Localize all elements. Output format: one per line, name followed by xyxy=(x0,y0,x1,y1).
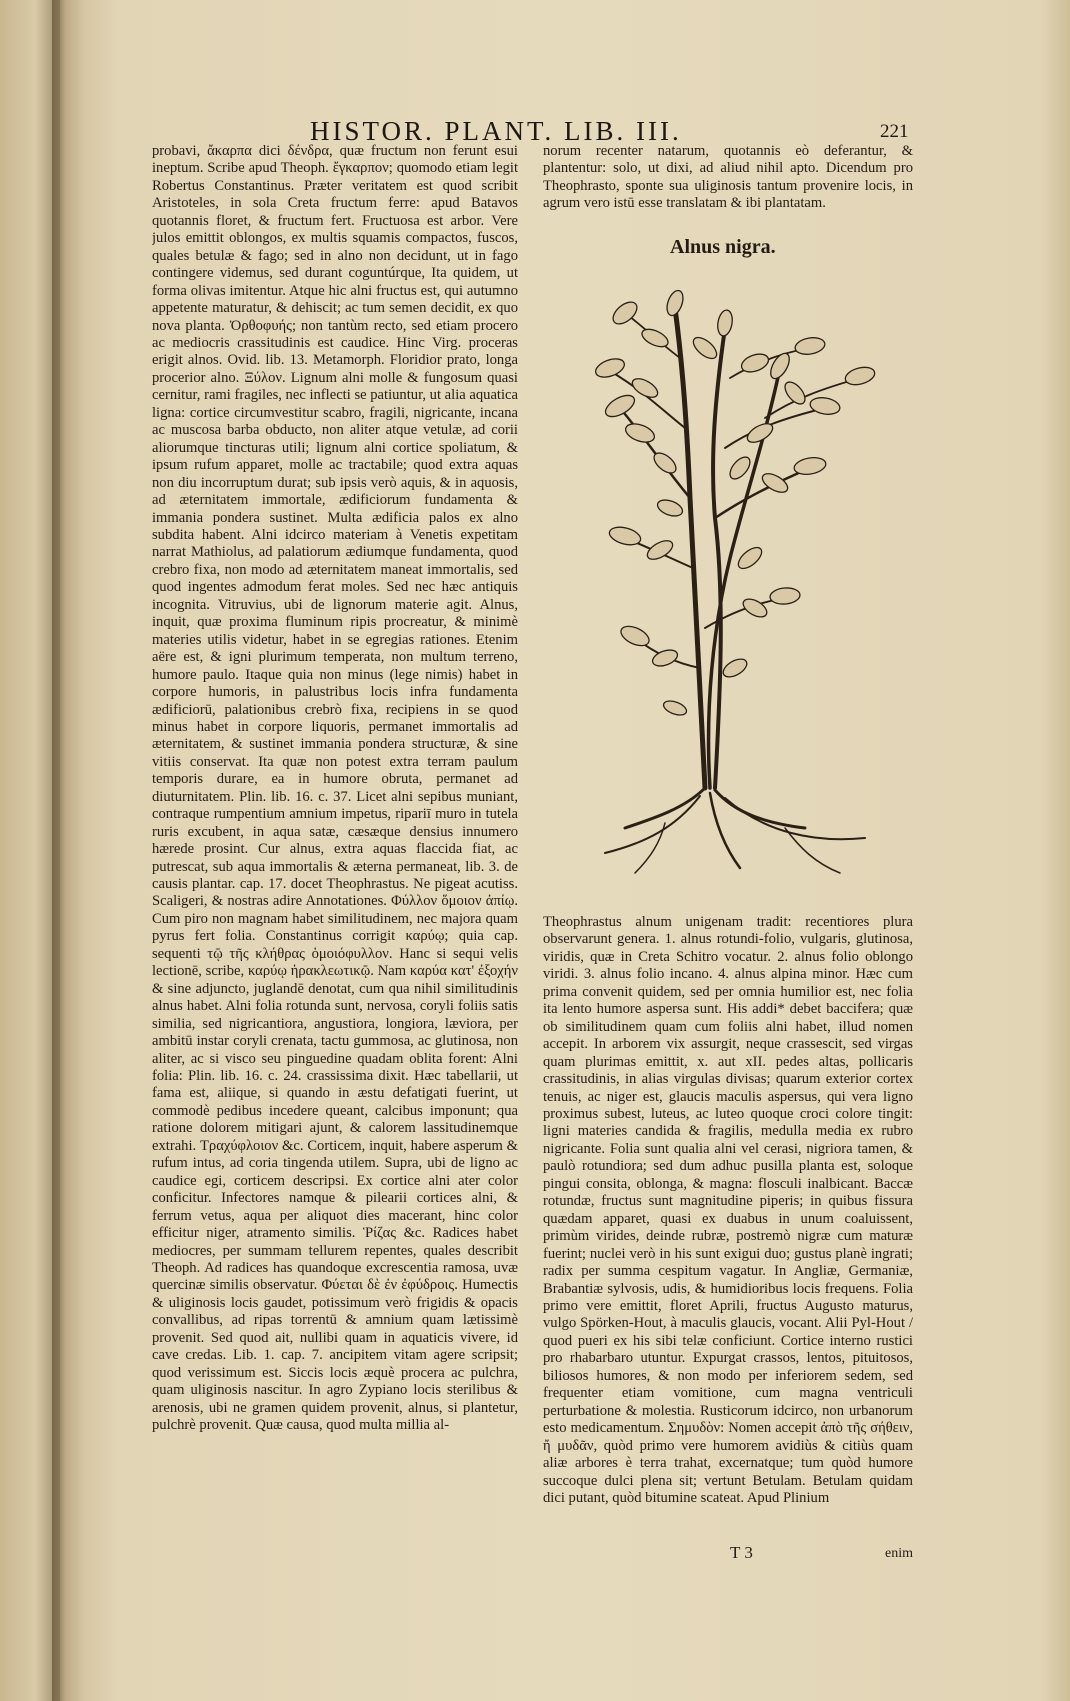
right-column-top xyxy=(543,143,913,213)
alnus-woodcut-illustration xyxy=(565,268,895,896)
catchword: enim xyxy=(885,1546,913,1561)
figure-title: Alnus nigra. xyxy=(670,236,776,258)
left-page-edge xyxy=(0,0,60,1701)
running-title: HISTOR. PLANT. LIB. III. xyxy=(310,116,682,146)
page-number: 221 xyxy=(880,121,909,142)
gutter-shadow xyxy=(52,0,66,1701)
right-column-top-text: norum recenter natarum, quotannis eò deferantur, & plantentur: solo, ut dixi, ad aliud nihil apto. Dicendum pro Theophrasto, sponte sua uliginosis tantum provenire locis, in agrum vero istū esse translatam & ibi plantatam. xyxy=(543,143,913,212)
left-column xyxy=(152,143,518,1543)
left-column-text: probavi, ἄκαρπα dici δένδρα, quæ fructum non ferunt esui ineptum. Scribe apud Theoph. ἔγκαρπον; quomodo etiam legit Robertus Constantinus. Præter veritatem est quod scribit Aristoteles, in sola Creta fructum ferre: apud Batavos quotannis floret, & fructum fert. Fructuosa est arbor. Vere julos emittit oblongos, ex multis squamis compactos, fuscos, quales betulæ & fago; sed in alno non decidunt, ut in fago contingere videmus, sed durant coguntúrque, Ita quidem, ut forma olivas imitentur. Atque hic alni fructus est, qui autumno appetente maturatur, & dehiscit; ac tum semen decidit, ex quo nova planta. Ὀρθοφυής; non tantùm recto, sed etiam procero ac mediocris crassitudinis est caudice. Hinc Virg. proceras erigit alnos. Ovid. lib. 13. Metamorph. Floridior prato, longa procerior alno. Ξύλον. Lignum alni molle & fungosum quasi cernitur, rami fragiles, nec inflecti se patiuntur, ut alia aquatica ligna: cortice circumvestitur scabro, fragili, nigricante, incana ac muscosa barba obducto, non aliter atque vetulæ, ad corii aliorumque tincturas utili; lignum alni cortice spoliatum, & ipsum rufum apparet, molle ac tractabile; quod extra aquas non diu incorruptum durat; sub ipsis verò aquis, & in aquosis, ad æternitatem immortale, ædificiorum fundamenta & immania pondera sustinet. Multa ædificia palos ex alno subdita habent. Alni idcirco materiam à Venetis expetitam narrat Mathiolus, ad palatiorum ædiumque fundamenta, quod crebro fixa, non modo ad æternitatem maneat immortalis, sed quod ingentes admodum ferat moles. Sed nec hæc antiquis incognita. Vitruvius, ubi de lignorum materie agit. Alnus, inquit, quæ proxima fluminum ripis procreatur, & minimè materies utilis videtur, habet in se egregias rationes. Etenim aëre est, & igni plurimum temperata, non multum terreno, humore paulo. Itaque quia non minus (lege nimis) habet in corpore humoris, in palustribus locis infra fundamenta ædificiorū, palationibus crebrò fixa, recipiens in se quod minus habet in corpore liquoris, permanet immortalis ad æternitatem, & sustinet immania ponderа structuræ, & sine vitiis conservat. Ita quæ non potest extra terram paulum temporis durare, ea in humore obruta, permanet ad diuturnitatem. Plin. lib. 16. c. 37. Licet alni sepibus muniant, contraque rumpentium amnium impetus, ripariī muro in tutela ruris excubent, in aqua satæ, cæsæque densius innumero hærede prosint. Cur alnus, extra aquas flaccida fiat, ac putrescat, sub aqua immortalis & æterna permaneat, lib. 3. de causis plantar. cap. 17. docet Theophrastus. Ne pigeat acutiss. Scaligeri, & nostras adire Annotationes. Φύλλον ὅμοιον ἀπίῳ. Cum piro non magnam habet similitudinem, nec majora quam pyrus fert folia. Constantinus corrigit καρύῳ; quia cap. sequenti τῷ τῆς κλήθρας ὁμοιόφυλλον. Hanc si sequi velis lectionē, scribe, καρύῳ ἡρακλεωτικῷ. Nam καρύα κατ' ἐξοχήν & sine adjuncto, juglandē denotat, cum qua nihil similitudinis alnus habet. Alni folia rotunda sunt, nervosa, coryli foliis satis similia, sed nigricantiora, angustiora, longiora, læviora, per ambitū instar coryli crenata, tactu gummosa, ac glutinosa, non aliter, ac si visco seu pinguedine quadam oblita forent: Alni folia: Plin. lib. 16. c. 24. crassissima dixit. Hæc tabellarii, ut fama est, aliique, si quando in æstu defatigati fuerint, ut commodè pedibus incedere queant, calcibus imponunt; qua ratione dolorem mitigari ajunt, & calorem lassitudinemque extrahi. Τραχύφλοιον &c. Corticem, inquit, habere asperum & rufum intus, ad coria tingenda utilem. Supra, ubi de ligno ac caudice egi, corticem descripsi. Ex cortice alni ater color conficitur. Infectores namque & pilearii cortices alni, & ferrum vetus, aqua per aliquot dies macerant, hinc color efficitur niger, atramento similis. Ῥίζας &c. Radices habet mediocres, per summam tellurem repentes, quales describit Theoph. Ad radices has quandoque excrescentia ramosa, uvæ quercinæ similis observatur. Φύεται δὲ ἐν ἐφύδροις. Humectis & uliginosis locis gaudet, potissimum verò frigidis & opacis convallibus, ad ripas torrentū & amnium quam lætissimè provenit. Sed quod ait, nullibi quam in aquaticis vivere, id cave credas. Lib. 1. cap. 7. ancipitem vitam agere scripsit; quod verissimum est. Siccis locis æquè procera ac pulchra, quam uliginosis nascitur. In agro Zypiano locis sterilibus & arenosis, ubi ne gramen quidem provenit, alnus, si plantetur, pulchrè provenit. Quæ causa, quod multa millia al- xyxy=(152,143,518,1434)
signature-mark: T 3 xyxy=(730,1543,753,1562)
right-column-bottom-text: Theophrastus alnum unigenam tradit: recentiores plura observarunt genera. 1. alnus rotundi-folio, vulgaris, glutinosa, viridis, quæ in Creta Schitro vocatur. 2. alnus folio oblongo viridi. 3. alnus folio incano. 4. alnus alpina minor. Hæc cum prima convenit quidem, sed per omnia humilior est, nec folia ita lento humore aspersa sunt. His addi* debet baccifera; quæ ob similitudinem quam cum foliis alni habet, illud nomen accepit. In arborem vix assurgit, neque crassescit, sed virgas quam plurimas emittit, x. aut xII. pedes altas, pollicaris crassitudinis, in alias virgulas divisas; quarum exterior cortex tenuis, ac niger est, glaucis maculis aspersus, qui vera ligno proximus subest, luteus, ac luteo quoque croci colore tingit: ligni materies candida & fragilis, medulla media ex rubro nigricante. Folia sunt qualia alni vel cerasi, nigriora tamen, & paulò rotundiora; sed dum adhuc pusilla planta est, soloque pingui consita, oblonga, & magna: flosculi inalbicant. Baccæ rotundæ, fructus sunt magnitudine piperis; in quibus fissura quædam apparet, quasi ex duabus in unum coaluissent, primùm virides, deinde rubræ, postremò nigræ cum maturæ fuerint; nuclei verò in his sunt exigui duo; gustus planè ingrati; radix per summa cespitum vagatur. In Angliæ, Germaniæ, Brabantiæ sylvosis, udis, & humidioribus locis frequens. Folia primo vere emittit, floret Aprili, fructus Augusto maturus, vulgo Spörken-Hout, à maculis glaucis, vocant. Alii Pyl-Hout / quod pueri ex his sibi telæ conficiunt. Cortice interno rustici pro rhabarbaro utuntur. Expurgat crassos, lentos, pituitosos, biliosos humores, & non modo per inferiorem sedem, sed frequenter etiam vomitione, cum magna ventriculi perturbatione & molestia. Rusticorum idcirco, non urbanorum esto medicamentum. Σημυδὸν: Nomen accepit ἀπὸ τῆς σήθειν, ἤ μυδᾶν, quòd primo vere humorem avidiùs & citiùs quam aliæ arbores è terra trahat, excernatque; tum quòd humore succoque dulci plena sit; vertunt Betulam. Betulam quidam dici putant, quòd bitumine scateat. Apud Plinium xyxy=(543,914,913,1506)
right-column-bottom xyxy=(543,914,913,1564)
